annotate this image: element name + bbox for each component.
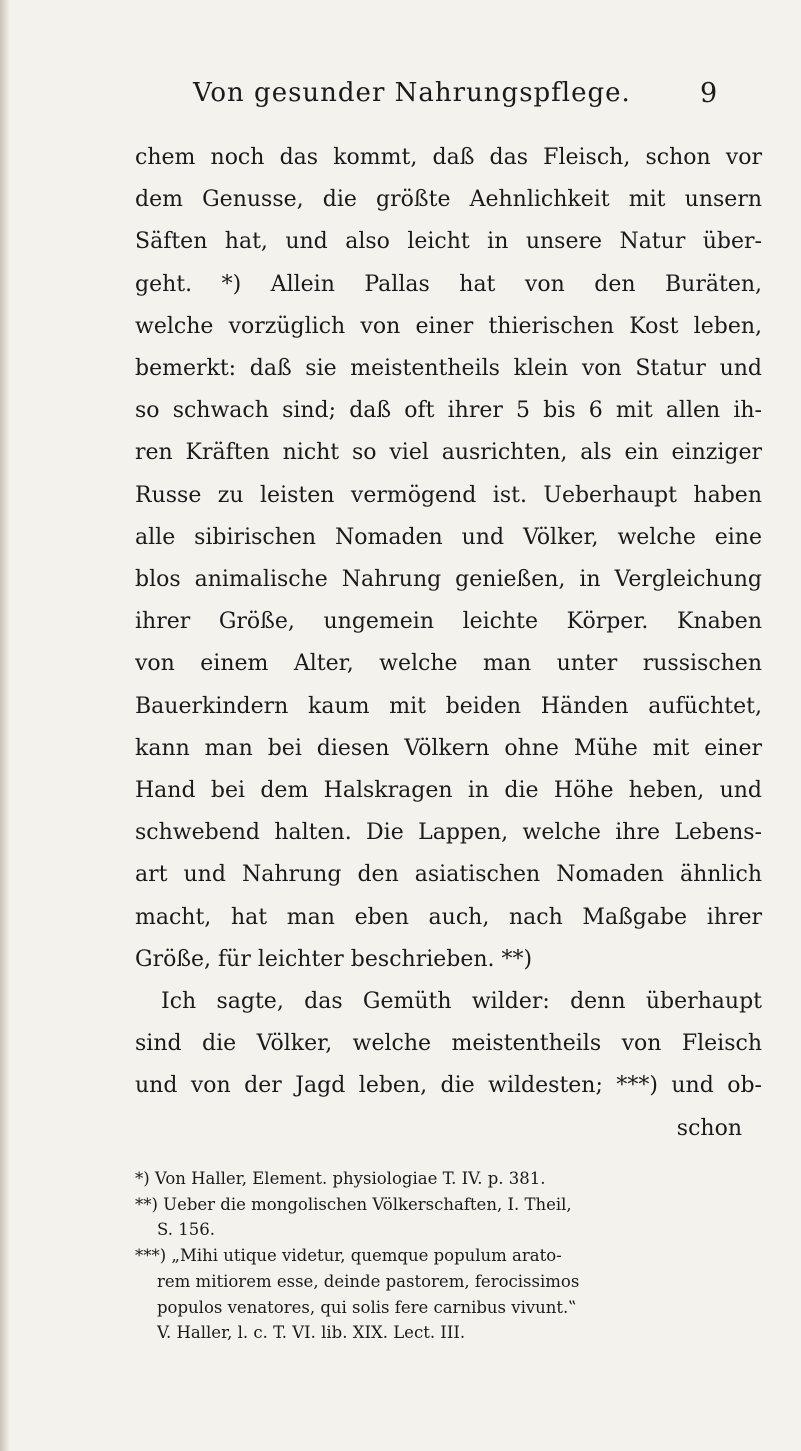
footnote-continuation: populos venatores, qui solis fere carnibus vivunt.‟ [157,1297,577,1317]
body-text [135,137,762,1150]
text-line: alle sibirischen Nomaden und Völker, welche eine [135,524,762,550]
catchword: schon [676,1115,742,1141]
text-line: schwebend halten. Die Lappen, welche ihre Lebens- [135,820,762,846]
text-line: Bauerkindern kaum mit beiden Händen aufüchtet, [135,693,762,719]
footnotes [135,1166,755,1346]
text-line: bemerkt: daß sie meistentheils klein von Statur und [135,356,762,382]
text-line: Russe zu leisten vermögend ist. Ueberhaupt haben [135,482,762,508]
footnote-continuation: V. Haller, l. c. T. VI. lib. XIX. Lect. III. [157,1323,466,1343]
text-line: blos animalische Nahrung genießen, in Vergleichung [135,567,762,593]
text-line: Ich sagte, das Gemüth wilder: denn überhaupt [161,989,762,1015]
running-title: Von gesunder Nahrungspflege. [193,78,631,108]
text-line: und von der Jagd leben, die wildesten; ***) und ob- [135,1073,762,1099]
text-line: dem Genusse, die größte Aehnlichkeit mit unsern [135,187,762,213]
footnote: *) Von Haller, Element. physiologiae T. IV. p. 381. [135,1169,546,1188]
text-line: von einem Alter, welche man unter russischen [135,651,762,677]
text-line: Säften hat, und also leicht in unsere Natur über- [135,229,762,255]
binding-edge [0,0,10,1451]
text-line: so schwach sind; daß oft ihrer 5 bis 6 mit allen ih- [135,398,762,424]
text-line: kann man bei diesen Völkern ohne Mühe mit einer [135,735,762,761]
text-line: welche vorzüglich von einer thierischen Kost leben, [135,313,762,339]
footnote: **) Ueber die mongolischen Völkerschaften, I. Theil, [135,1194,572,1214]
text-line: ihrer Größe, ungemein leichte Körper. Knaben [135,609,762,635]
text-line: Hand bei dem Halskragen in die Höhe heben, und [135,778,762,804]
text-line: sind die Völker, welche meistentheils von Fleisch [135,1031,762,1057]
footnote-continuation: S. 156. [157,1220,215,1240]
footnote: ***) „Mihi utique videtur, quemque populum arato- [135,1246,562,1266]
text-line: Größe, für leichter beschrieben. **) [135,946,533,972]
footnote-continuation: rem mitiorem esse, deinde pastorem, ferocissimos [157,1271,580,1291]
page-number: 9 [700,78,718,109]
text-line: art und Nahrung den asiatischen Nomaden ähnlich [135,862,762,888]
text-line: geht. *) Allein Pallas hat von den Buräten, [135,271,762,297]
text-line: macht, hat man eben auch, nach Maßgabe ihrer [135,904,762,930]
text-line: ren Kräften nicht so viel ausrichten, als ein einziger [135,440,762,466]
text-line: chem noch das kommt, daß das Fleisch, schon vor [135,145,762,170]
